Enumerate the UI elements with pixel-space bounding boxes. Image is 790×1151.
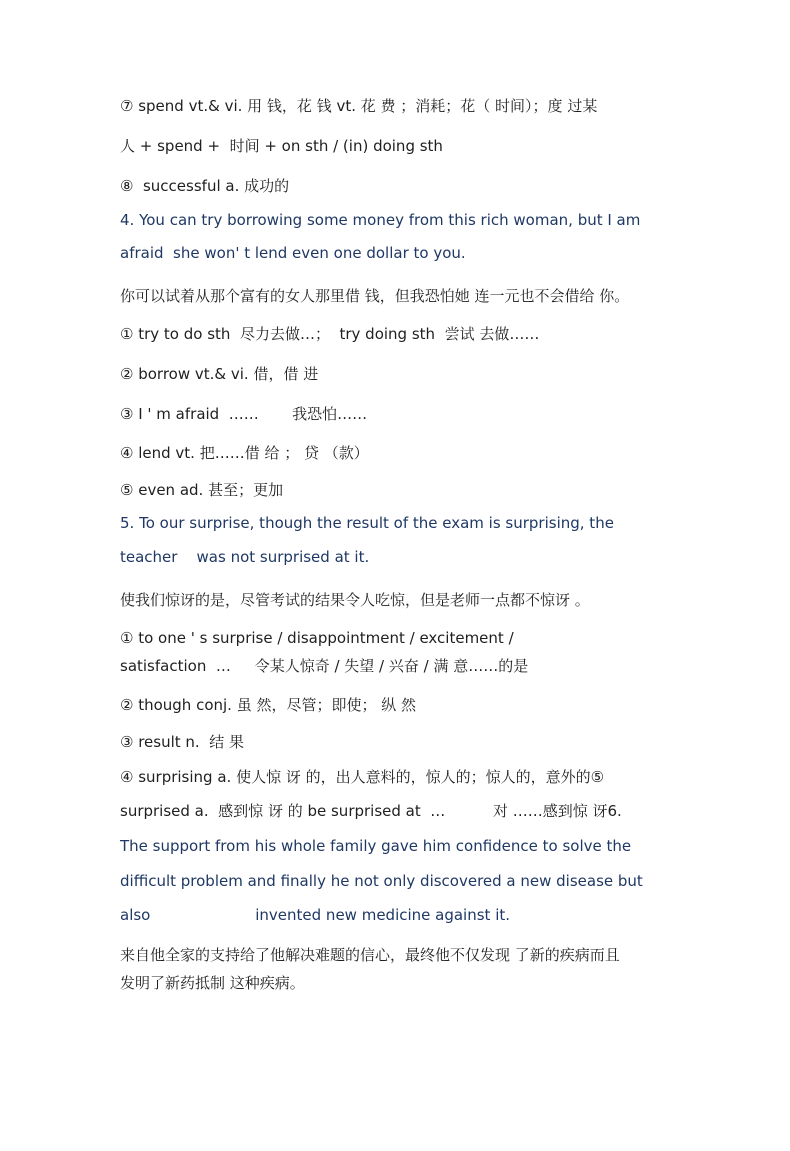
- note-surprising: ④ surprising a. 使人惊 讶 的，出人意料的，惊人的；惊人的，意外的⑤: [120, 768, 605, 786]
- sentence-5-line-1: 5. To our surprise, though the result of the exam is surprising, the: [120, 514, 614, 532]
- sentence-6-line-3: also invented new medicine against it.: [120, 906, 511, 924]
- note-spend-usage: 人 + spend + 时间 + on sth / (in) doing sth: [120, 137, 443, 155]
- note-surprised: surprised a. 感到惊 讶 的 be surprised at … 对 ……感到惊 讶6.: [120, 802, 622, 820]
- note-borrow: ② borrow vt.& vi. 借，借 进: [120, 365, 319, 383]
- sentence-5-translation: 使我们惊讶的是，尽管考试的结果令人吃惊，但是老师一点都不惊讶 。: [120, 591, 590, 609]
- note-surprise-line-1: ① to one ' s surprise / disappointment / excitement /: [120, 629, 514, 647]
- note-result: ③ result n. 结 果: [120, 733, 244, 751]
- sentence-4-line-1: 4. You can try borrowing some money from this rich woman, but I am: [120, 211, 641, 229]
- note-surprise-line-2: satisfaction … 令某人惊奇 / 失望 / 兴奋 / 满 意……的是: [120, 657, 529, 675]
- sentence-6-translation-line-2: 发明了新药抵制 这种疾病。: [120, 974, 305, 992]
- note-successful: ⑧ successful a. 成功的: [120, 177, 290, 195]
- note-spend-definition: ⑦ spend vt.& vi. 用 钱，花 钱 vt. 花 费 ；消耗；花（ 时间）；度 过某: [120, 97, 598, 115]
- sentence-5-line-2: teacher was not surprised at it.: [120, 548, 370, 566]
- sentence-4-line-2: afraid she won' t lend even one dollar to you.: [120, 244, 466, 262]
- note-try: ① try to do sth 尽力去做…； try doing sth 尝试 去做……: [120, 325, 540, 343]
- note-afraid: ③ I ' m afraid …… 我恐怕……: [120, 405, 368, 423]
- sentence-6-line-1: The support from his whole family gave him confidence to solve the: [120, 837, 632, 855]
- note-though: ② though conj. 虽 然，尽管；即使； 纵 然: [120, 696, 417, 714]
- sentence-4-translation: 你可以试着从那个富有的女人那里借 钱，但我恐怕她 连一元也不会借给 你。: [120, 287, 630, 305]
- sentence-6-line-2: difficult problem and finally he not only discovered a new disease but: [120, 872, 643, 890]
- note-even: ⑤ even ad. 甚至；更加: [120, 481, 284, 499]
- sentence-6-translation-line-1: 来自他全家的支持给了他解决难题的信心，最终他不仅发现 了新的疾病而且: [120, 946, 620, 964]
- note-lend: ④ lend vt. 把……借 给 ； 贷 （款）: [120, 444, 369, 462]
